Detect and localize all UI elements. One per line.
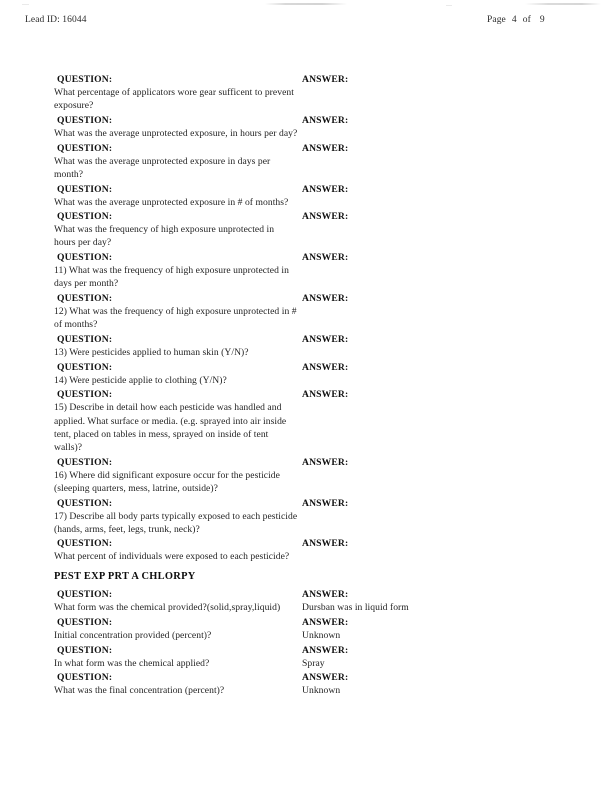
question-cell bbox=[54, 333, 298, 359]
qa-row bbox=[0, 114, 612, 142]
page-total: 9 bbox=[539, 15, 545, 25]
question-cell bbox=[54, 361, 298, 387]
question-label: QUESTION: bbox=[57, 644, 113, 656]
question-cell bbox=[54, 537, 298, 563]
question-label: QUESTION: bbox=[57, 74, 113, 85]
answer-label: ANSWER: bbox=[302, 142, 349, 154]
question-label: QUESTION: bbox=[57, 333, 113, 345]
question-text: In what form was the chemical applied? bbox=[54, 657, 210, 669]
answer-label: ANSWER: bbox=[302, 252, 349, 264]
question-cell bbox=[54, 388, 298, 454]
section-heading: PEST EXP PRT A CHLORPY bbox=[54, 571, 196, 583]
answer-label: ANSWER: bbox=[302, 644, 349, 656]
answer-cell bbox=[302, 616, 552, 642]
answer-cell bbox=[302, 73, 552, 86]
qa-row bbox=[0, 497, 612, 538]
question-text: 11) What was the frequency of high exposure unprotected in days per month? bbox=[54, 265, 289, 290]
question-text: What was the average unprotected exposure in days per month? bbox=[54, 155, 271, 180]
question-label: QUESTION: bbox=[57, 497, 113, 509]
qa-row bbox=[0, 456, 612, 497]
answer-cell bbox=[302, 497, 552, 510]
question-cell bbox=[54, 114, 298, 140]
answer-label: ANSWER: bbox=[302, 589, 349, 601]
question-label: QUESTION: bbox=[57, 456, 113, 468]
answer-text: Unknown bbox=[302, 685, 341, 697]
page-number bbox=[487, 15, 545, 25]
question-text: 15) Describe in detail how each pesticide was handled and applied. What surface or media. (e.g. sprayed into air inside tent, placed on tables in mess, sprayed on inside of tent walls)? bbox=[54, 402, 287, 453]
question-text: What percentage of applicators wore gear sufficent to prevent exposure? bbox=[54, 87, 294, 112]
answer-label: ANSWER: bbox=[302, 538, 349, 550]
question-cell bbox=[54, 616, 298, 642]
scan-artifact-top-right-dot bbox=[446, 5, 452, 6]
question-cell bbox=[54, 251, 298, 290]
question-cell bbox=[54, 210, 298, 249]
answer-label: ANSWER: bbox=[302, 389, 349, 401]
answer-label: ANSWER: bbox=[302, 293, 349, 304]
question-label: QUESTION: bbox=[57, 672, 113, 684]
answer-label: ANSWER: bbox=[302, 616, 349, 628]
answer-text: Spray bbox=[302, 657, 325, 669]
qa-row bbox=[0, 183, 612, 211]
qa-row bbox=[0, 644, 612, 672]
answer-cell bbox=[302, 361, 552, 374]
question-text: What was the average unprotected exposure, in hours per day? bbox=[54, 127, 298, 139]
question-cell bbox=[54, 73, 298, 112]
question-label: QUESTION: bbox=[57, 538, 113, 550]
qa-row bbox=[0, 388, 612, 455]
question-cell bbox=[54, 292, 298, 331]
question-text: What was the average unprotected exposure in # of months? bbox=[54, 196, 289, 208]
question-text: What percent of individuals were exposed to each pesticide? bbox=[54, 551, 290, 563]
answer-cell bbox=[302, 588, 552, 614]
question-cell bbox=[54, 588, 298, 614]
answer-label: ANSWER: bbox=[302, 672, 349, 684]
question-label: QUESTION: bbox=[57, 361, 113, 373]
question-cell bbox=[54, 142, 298, 181]
question-label: QUESTION: bbox=[57, 142, 113, 154]
answer-cell bbox=[302, 251, 552, 264]
answer-label: ANSWER: bbox=[302, 361, 349, 373]
question-text: What form was the chemical provided?(solid,spray,liquid) bbox=[54, 602, 281, 614]
qa-row bbox=[0, 537, 612, 565]
question-label: QUESTION: bbox=[57, 114, 113, 126]
question-cell bbox=[54, 497, 298, 536]
qa-row bbox=[0, 361, 612, 389]
answer-label: ANSWER: bbox=[302, 333, 349, 345]
answer-cell bbox=[302, 644, 552, 670]
answer-cell bbox=[302, 537, 552, 550]
answer-cell bbox=[302, 456, 552, 469]
qa-row bbox=[0, 333, 612, 361]
answer-label: ANSWER: bbox=[302, 456, 349, 468]
qa-row bbox=[0, 671, 612, 699]
page-label: Page bbox=[487, 15, 506, 25]
answer-cell bbox=[302, 333, 552, 346]
qa-row bbox=[0, 73, 612, 114]
question-text: 12) What was the frequency of high exposure unprotected in # of months? bbox=[54, 306, 297, 331]
qa-row bbox=[0, 142, 612, 183]
scan-artifact-top-left bbox=[22, 4, 29, 5]
question-label: QUESTION: bbox=[57, 589, 113, 601]
answer-cell bbox=[302, 388, 552, 401]
question-label: QUESTION: bbox=[57, 211, 113, 223]
question-cell bbox=[54, 644, 298, 670]
question-cell bbox=[54, 183, 298, 209]
question-cell bbox=[54, 456, 298, 495]
scan-artifact-top-center bbox=[265, 3, 347, 5]
question-text: What was the frequency of high exposure unprotected in hours per day? bbox=[54, 224, 275, 249]
question-label: QUESTION: bbox=[57, 293, 113, 304]
answer-cell bbox=[302, 292, 552, 305]
answer-label: ANSWER: bbox=[302, 114, 349, 126]
question-label: QUESTION: bbox=[57, 183, 113, 195]
answer-cell bbox=[302, 142, 552, 155]
qa-row bbox=[0, 251, 612, 292]
answer-cell bbox=[302, 210, 552, 223]
question-text: 14) Were pesticide applie to clothing (Y/N)? bbox=[54, 374, 227, 386]
question-cell bbox=[54, 671, 298, 697]
page-current: 4 bbox=[511, 15, 517, 25]
question-label: QUESTION: bbox=[57, 389, 113, 401]
question-text: 16) Where did significant exposure occur for the pesticide (sleeping quarters, mess, latrine, outside)? bbox=[54, 469, 280, 494]
answer-cell bbox=[302, 671, 552, 697]
question-text: 17) Describe all body parts typically exposed to each pesticide (hands, arms, feet, legs, trunk, neck)? bbox=[54, 510, 298, 535]
question-label: QUESTION: bbox=[57, 252, 113, 264]
answer-cell bbox=[302, 114, 552, 127]
answer-text: Dursban was in liquid form bbox=[302, 602, 409, 614]
question-text: Initial concentration provided (percent)? bbox=[54, 629, 212, 641]
page-of-label: of bbox=[522, 15, 531, 25]
lead-id-text: Lead ID: 16044 bbox=[25, 15, 87, 25]
answer-label: ANSWER: bbox=[302, 211, 349, 223]
answer-cell bbox=[302, 183, 552, 196]
qa-row bbox=[0, 292, 612, 333]
qa-row bbox=[0, 616, 612, 644]
answer-label: ANSWER: bbox=[302, 183, 349, 195]
question-text: 13) Were pesticides applied to human skin (Y/N)? bbox=[54, 346, 249, 358]
qa-row bbox=[0, 210, 612, 251]
qa-row bbox=[0, 588, 612, 616]
answer-label: ANSWER: bbox=[302, 497, 349, 509]
answer-label: ANSWER: bbox=[302, 74, 349, 85]
question-text: What was the final concentration (percent)? bbox=[54, 685, 225, 697]
scan-artifact-top-right bbox=[525, 3, 601, 5]
answer-text: Unknown bbox=[302, 629, 341, 641]
running-header bbox=[0, 15, 612, 31]
question-label: QUESTION: bbox=[57, 616, 113, 628]
